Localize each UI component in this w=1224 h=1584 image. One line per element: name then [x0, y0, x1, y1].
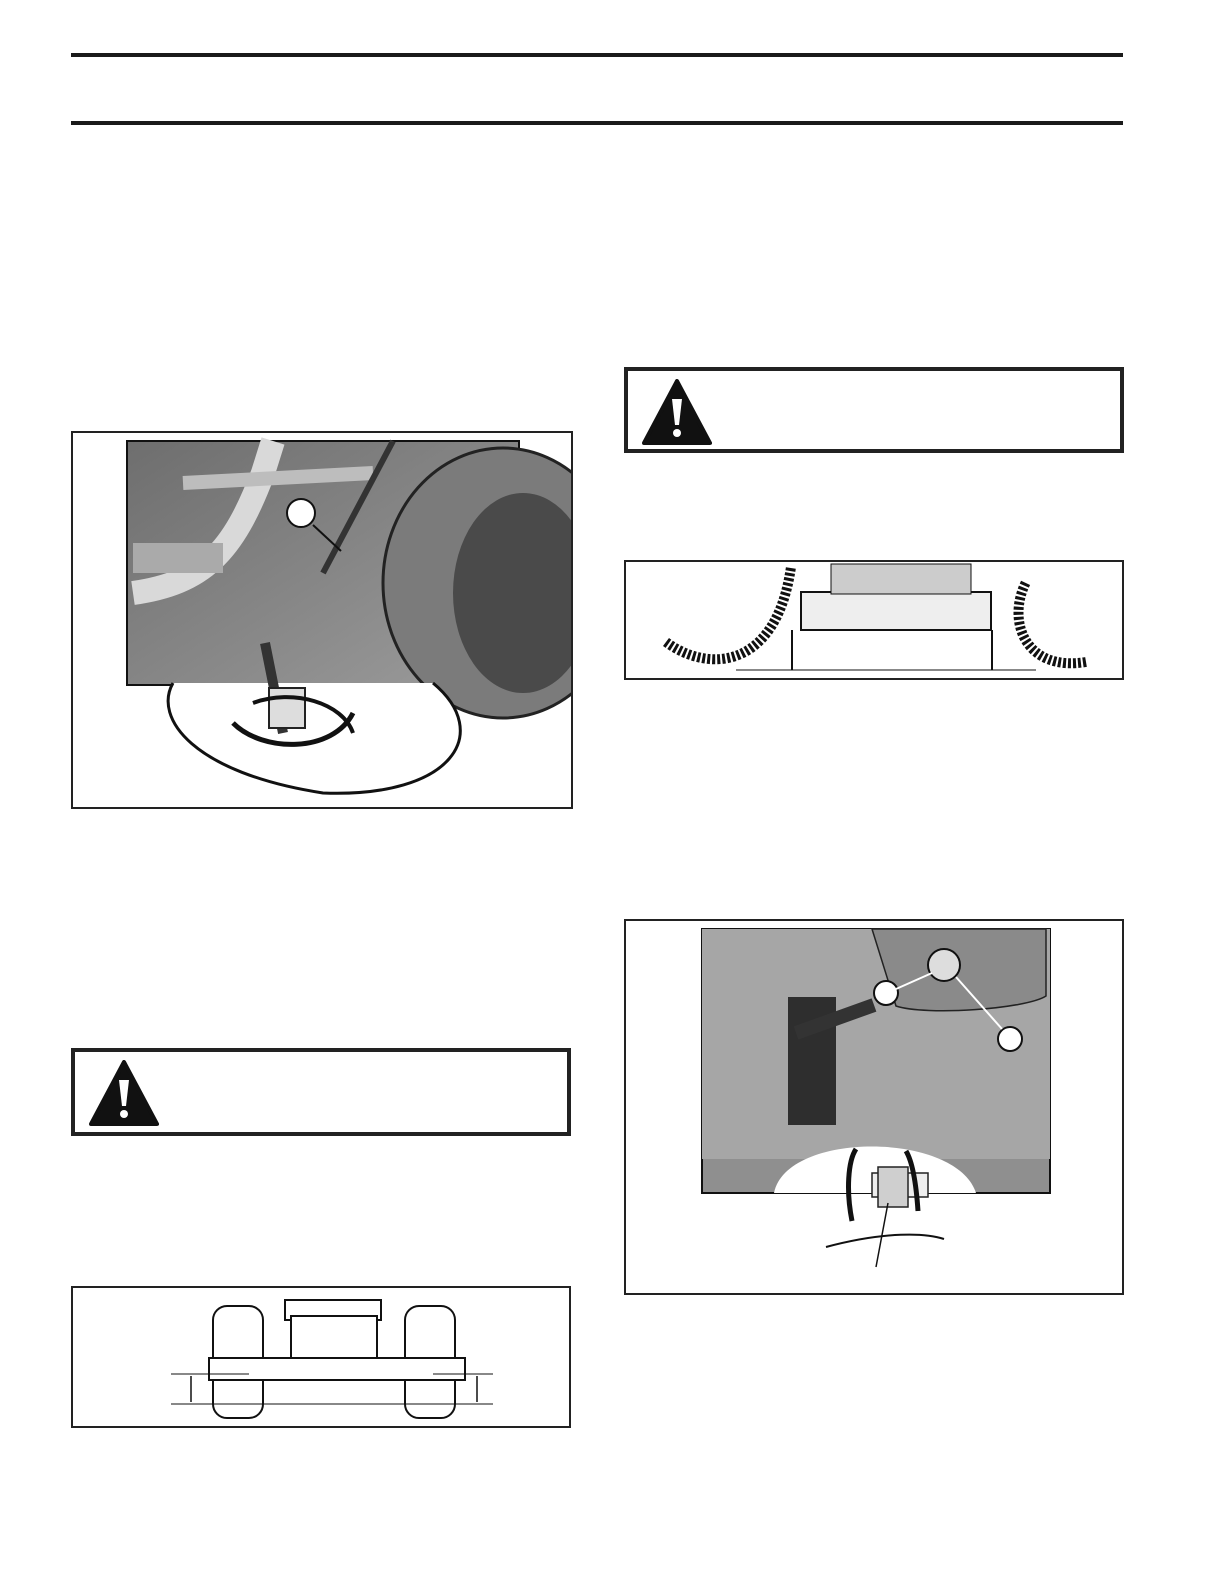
cable-adjustment-figure: [71, 431, 573, 809]
header-rule-bottom: [71, 121, 1123, 125]
deck-adjustment-nut-figure: [624, 919, 1124, 1295]
warning-box-left: [71, 1048, 571, 1136]
header-rule-top: [71, 53, 1123, 57]
warning-box-right: [624, 367, 1124, 453]
deck-level-side-figure: [624, 560, 1124, 680]
warning-triangle-icon: [642, 379, 712, 445]
warning-triangle-icon: [89, 1060, 159, 1126]
deck-level-front-figure: [71, 1286, 571, 1428]
